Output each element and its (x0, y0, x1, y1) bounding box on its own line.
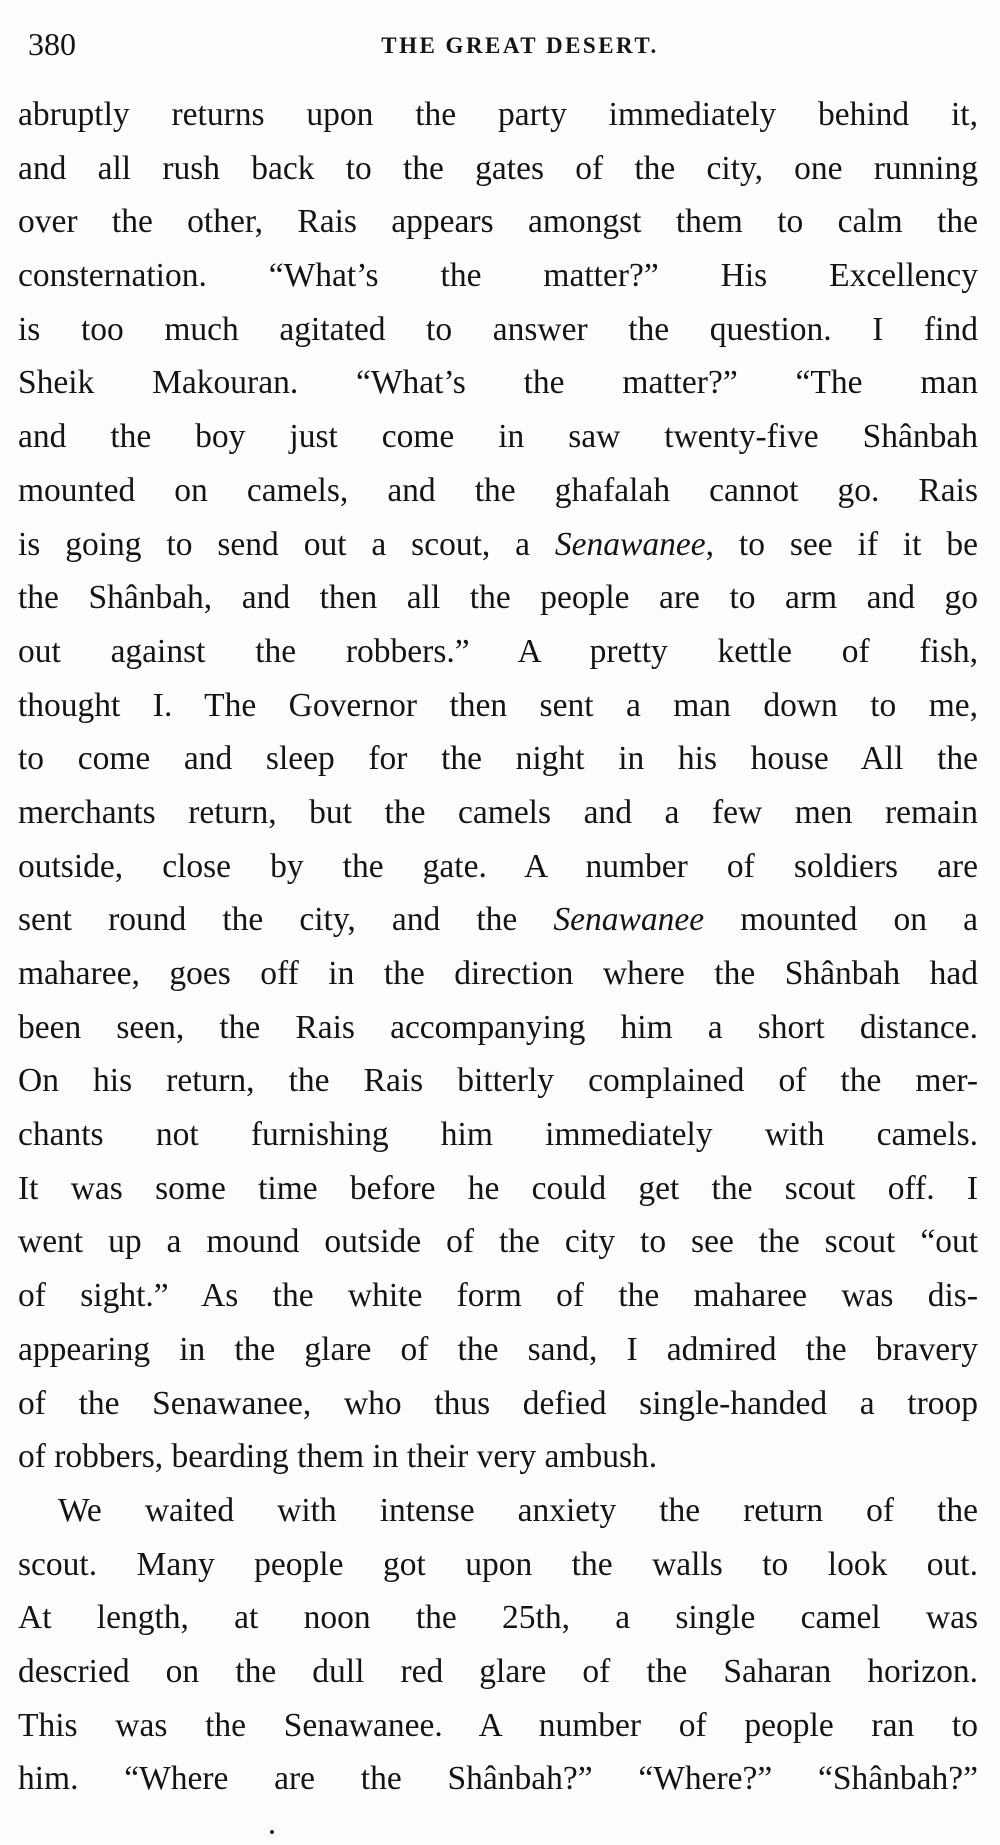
text-line: is too much agitated to answer the question. I find (18, 310, 978, 348)
text-line: him. “Where are the Shânbah?” “Where?” “Shânbah?” (18, 1760, 978, 1798)
paragraph-end-line: of robbers, bearding them in their very ambush. (18, 1438, 658, 1476)
text-line: of sight.” As the white form of the maharee was dis- (18, 1277, 978, 1315)
body-text (18, 88, 978, 1806)
text-line: and the boy just come in saw twenty-five Shânbah (18, 418, 978, 456)
text-line: outside, close by the gate. A number of soldiers are (18, 847, 978, 885)
text-line: chants not furnishing him immediately with camels. (18, 1116, 978, 1154)
text-line: thought I. The Governor then sent a man down to me, (18, 686, 978, 724)
text-line: This was the Senawanee. A number of people ran to (18, 1706, 978, 1744)
text-line: descried on the dull red glare of the Saharan horizon. (18, 1652, 978, 1690)
text-line: At length, at noon the 25th, a single camel was (18, 1599, 978, 1637)
running-title: THE GREAT DESERT. (381, 33, 659, 58)
text-line: the Shânbah, and then all the people are to arm and go (18, 579, 978, 617)
text-line: been seen, the Rais accompanying him a short distance. (18, 1008, 978, 1046)
running-head (28, 22, 972, 66)
text-line: out against the robbers.” A pretty kettle of fish, (18, 632, 978, 670)
text-line: went up a mound outside of the city to see the scout “out (18, 1223, 978, 1261)
paragraph-start-line: We waited with intense anxiety the return of the (58, 1491, 978, 1529)
text-line: Sheik Makouran. “What’s the matter?” “The man (18, 364, 978, 402)
text-line: appearing in the glare of the sand, I admired the bravery (18, 1330, 978, 1368)
text-line: maharee, goes off in the direction where the Shânbah had (18, 955, 978, 992)
text-line: is going to send out a scout, a Senawanee, to see if it be (18, 525, 978, 563)
text-line: merchants return, but the camels and a few men remain (18, 793, 978, 831)
text-line: It was some time before he could get the scout off. I (18, 1169, 978, 1207)
text-line: scout. Many people got upon the walls to look out. (18, 1545, 978, 1583)
print-speck (270, 1830, 274, 1834)
text-line: to come and sleep for the night in his house All the (18, 740, 978, 778)
text-line: and all rush back to the gates of the city, one running (18, 149, 978, 187)
text-line: On his return, the Rais bitterly complained of the mer- (18, 1062, 978, 1100)
text-line: mounted on camels, and the ghafalah cannot go. Rais (18, 471, 978, 509)
text-line: sent round the city, and the Senawanee mounted on a (18, 901, 978, 939)
page-number: 380 (28, 26, 76, 62)
text-line: consternation. “What’s the matter?” His Excellency (18, 257, 978, 295)
text-line: over the other, Rais appears amongst them to calm the (18, 203, 978, 241)
text-line: abruptly returns upon the party immediately behind it, (18, 96, 978, 133)
text-line: of the Senawanee, who thus defied single-handed a troop (18, 1384, 978, 1422)
